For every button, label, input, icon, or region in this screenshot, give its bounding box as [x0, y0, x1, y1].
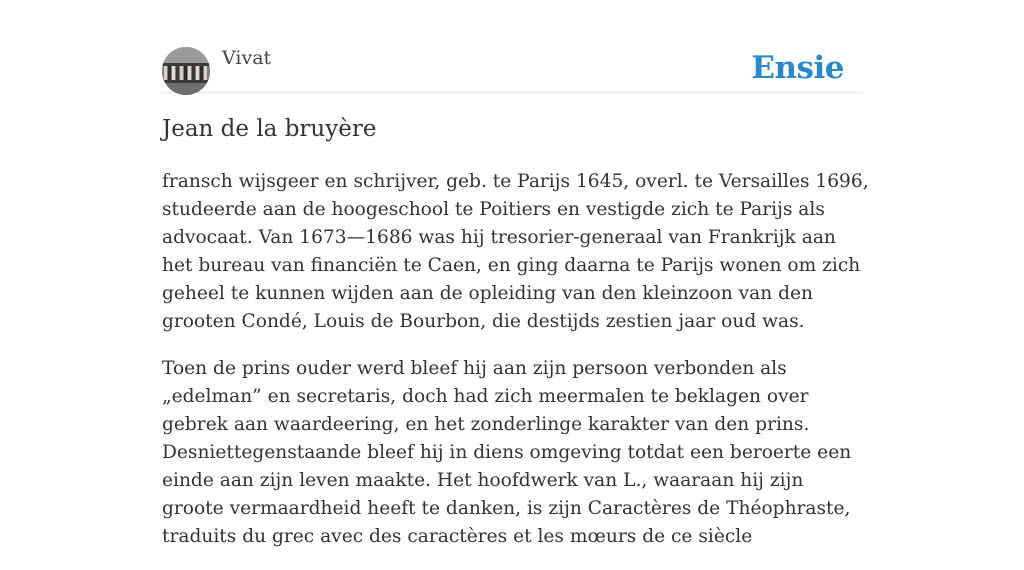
- article-body: [162, 168, 870, 570]
- article-title: Jean de la bruyère: [162, 116, 377, 142]
- paragraph: Toen de prins ouder werd bleef hij aan zijn persoon verbonden als „edelman” en secretaris, doch had zich meermalen te beklagen over gebrek aan waardeering, en het zonderlinge karakter van den prins. Desniettegenstaande bleef hij in diens omgeving totdat een beroerte een einde aan zijn leven maakte. Het hoofdwerk van L., waaraan hij zijn groote vermaardheid heeft te danken, is zijn Caractères de Théophraste, traduits du grec avec des caractères et les mœurs de ce siècle: [162, 358, 852, 547]
- bookshelf-avatar-icon[interactable]: [162, 47, 210, 95]
- source-name[interactable]: Vivat: [222, 47, 272, 69]
- brand-logo[interactable]: Ensie: [751, 50, 844, 86]
- page-header: [162, 46, 862, 93]
- paragraph: fransch wijsgeer en schrijver, geb. te Parijs 1645, overl. te Versailles 1696, studeerde aan de hoogeschool te Poitiers en vestigde zich te Parijs als advocaat. Van 1673—1686 was hij tresorier-generaal van Frankrijk aan het bureau van financiën te Caen, en ging daarna te Parijs wonen om zich geheel te kunnen wijden aan de opleiding van den kleinzoon van den grooten Condé, Louis de Bourbon, die destijds zestien jaar oud was.: [162, 171, 869, 332]
